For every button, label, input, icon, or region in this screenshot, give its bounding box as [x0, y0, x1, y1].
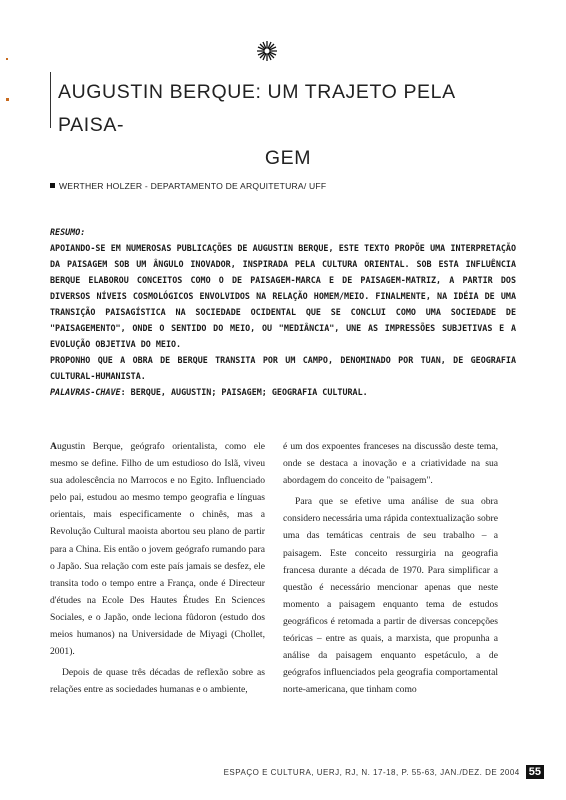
body-paragraph-2: Depois de quase três décadas de reflexão sobre as relações entre as sociedades humanas e o ambiente, — [50, 667, 265, 696]
body-paragraph-3: é um dos expoentes franceses na discussão deste tema, onde se destaca a inovação e a criatividade na sua abordagem do conceito de "paisagem". — [283, 441, 498, 487]
article-title — [58, 76, 518, 175]
drop-cap: A — [50, 441, 57, 452]
author-line — [50, 181, 326, 191]
abstract-paragraph-1: APOIANDO-SE EM NUMEROSAS PUBLICAÇÕES DE AUGUSTIN BERQUE, ESTE TEXTO PROPÕE UMA INTERPRETAÇÃO DA PAISAGEM SOB UM ÂNGULO INOVADOR, INSPIRADA PELA CULTURA ORIENTAL. SOB ESTA INFLUÊNCIA BERQUE ELABOROU CONCEITOS COMO O DE PAISAGEM-MARCA E DE PAISAGEM-MATRIZ, A PARTIR DOS DIVERSOS NÍVEIS COSMOLÓGICOS ENVOLVIDOS NA RELAÇÃO HOMEM/MEIO. FINALMENTE, NA IDÉIA DE UMA TRANSIÇÃO PAISAGÍSTICA NA SOCIEDADE OCIDENTAL QUE SE CONCLUI COMO UMA SOCIEDADE DE "PAISAGEMENTO", ONDE O SENTIDO DO MEIO, OU "MEDIÂNCIA", UNE AS IMPRESSÕES SUBJETIVAS E A EVOLUÇÃO OBJETIVA DO MEIO. — [50, 243, 516, 349]
abstract-paragraph-2: PROPONHO QUE A OBRA DE BERQUE TRANSITA POR UM CAMPO, DENOMINADO POR TUAN, DE GEOGRAFIA CULTURAL-HUMANISTA. — [50, 355, 516, 381]
abstract-label: RESUMO: — [50, 227, 86, 237]
footer-citation: ESPAÇO E CULTURA, UERJ, RJ, N. 17-18, P. 55-63, JAN./DEZ. DE 2004 — [223, 767, 520, 777]
margin-mark — [6, 58, 8, 60]
body-column-right — [283, 438, 498, 698]
sun-ornament-icon — [256, 40, 278, 62]
bullet-square-icon — [50, 183, 55, 188]
body-paragraph-1: Augustin Berque, geógrafo orientalista, como ele mesmo se define. Filho de um estudioso do Islã, viveu sua adolescência no Marrocos e no Egito. Influenciado pelo pai, estudou ao mesmo tempo geografia e línguas orientais, mais especificamente o chinês, mas a Revolução Cultural maoista abortou seu plano de partir para a China. Eis então o jovem geógrafo rumando para o Japão. Sua relação com este país jamais se desfez, ele transita todo o tempo entre a França, onde é Directeur d'études na Ecole Des Hautes Études En Sciences Sociales, e o Japão, onde leciona fûdoron (estudo dos meios humanos) na Universidade de Miyagi (Chollet, 2001). — [50, 441, 265, 658]
page-footer — [224, 765, 544, 779]
abstract — [50, 224, 516, 400]
keywords-text: : BERQUE, AUGUSTIN; PAISAGEM; GEOGRAFIA CULTURAL. — [120, 387, 368, 397]
keywords — [50, 384, 516, 400]
author-text: WERTHER HOLZER - DEPARTAMENTO DE ARQUITETURA/ UFF — [59, 181, 327, 191]
body-paragraph-4: Para que se efetive uma análise de sua obra considero necessária uma rápida contextualização sobre uma das temáticas centrais de seu trabalho – a paisagem. Este conceito ressurgiria na geografia francesa durante a década de 1970. Para simplificar a questão é necessário mencionar apenas que neste momento a paisagem enquanto tema de estudos geográficos é retomada a partir de diversas concepções teóricas – entre as quais, a marxista, que propunha a análise da paisagem enquanto espetáculo, a de geógrafos influenciados pela geografia comportamental norte-americana, que tinham como — [283, 496, 498, 696]
title-line-1: AUGUSTIN BERQUE: UM TRAJETO PELA PAISA- — [58, 81, 455, 136]
page-number: 55 — [526, 765, 544, 779]
body-column-left — [50, 438, 265, 698]
title-rule — [50, 72, 51, 128]
title-line-2: GEM — [264, 147, 312, 169]
margin-mark — [6, 98, 9, 101]
keywords-label: PALAVRAS-CHAVE — [50, 387, 121, 397]
